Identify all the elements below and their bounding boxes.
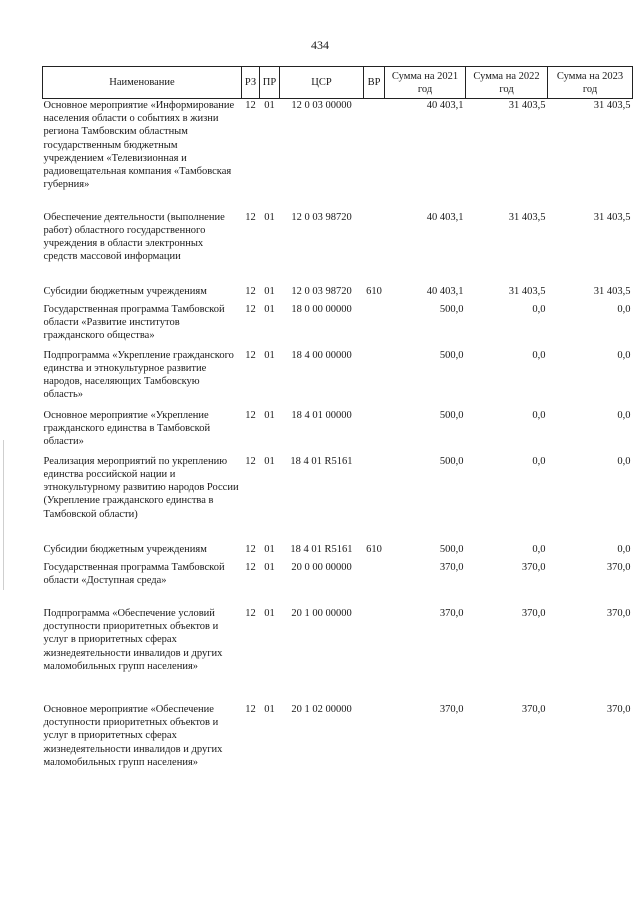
row-sum-2023: 370,0 (606, 607, 631, 619)
row-vr: 610 (366, 543, 382, 555)
row-sum-2021: 500,0 (439, 303, 464, 315)
table-row (43, 349, 633, 409)
row-csr: 18 0 00 00000 (291, 303, 352, 315)
row-name: Субсидии бюджетным учреждениям (43, 543, 207, 555)
row-pr: 01 (264, 607, 275, 619)
row-vr (364, 703, 385, 799)
row-csr: 20 1 02 00000 (291, 703, 352, 715)
row-rz: 12 (245, 409, 256, 421)
row-vr (364, 349, 385, 409)
page-number: 434 (311, 38, 329, 52)
header-pr: ПР (260, 67, 280, 99)
row-csr: 20 0 00 00000 (291, 561, 352, 573)
row-csr: 18 4 01 R5161 (290, 543, 353, 555)
row-name: Государственная программа Тамбовской области «Доступная среда» (43, 561, 225, 587)
row-sum-2022: 370,0 (521, 703, 546, 715)
table-row (43, 99, 633, 211)
table-header-row (43, 67, 633, 99)
table-row (43, 303, 633, 349)
row-pr: 01 (264, 409, 275, 421)
row-sum-2022: 31 403,5 (508, 285, 546, 297)
row-sum-2023: 31 403,5 (593, 100, 631, 111)
table-row (43, 409, 633, 455)
row-sum-2022: 370,0 (521, 561, 546, 573)
row-sum-2023: 31 403,5 (593, 285, 631, 297)
row-vr (364, 211, 385, 285)
row-sum-2022: 0,0 (532, 349, 546, 361)
row-csr: 12 0 03 98720 (291, 285, 352, 297)
row-pr: 01 (264, 703, 275, 715)
row-pr: 01 (264, 561, 275, 573)
row-sum-2023: 0,0 (617, 349, 631, 361)
row-sum-2021: 370,0 (439, 703, 464, 715)
row-sum-2023: 370,0 (606, 561, 631, 573)
row-vr: 610 (366, 285, 382, 297)
row-sum-2021: 500,0 (439, 409, 464, 421)
row-rz: 12 (245, 561, 256, 573)
row-pr: 01 (264, 211, 275, 223)
row-rz: 12 (245, 543, 256, 555)
row-name: Основное мероприятие «Информирование населения области о событиях в жизни региона Тамбовским областным государственным бюджетным учреждением «Телевизионная и радиовещательная компания «Тамбовская губерния» (43, 100, 235, 191)
row-rz: 12 (245, 100, 256, 111)
row-sum-2022: 0,0 (532, 303, 546, 315)
table-row (43, 703, 633, 799)
row-name: Обеспечение деятельности (выполнение работ) областного государственного учреждения в области электронных средств массовой информации (43, 211, 225, 263)
table-row (43, 285, 633, 303)
row-name: Основное мероприятие «Укрепление гражданского единства в Тамбовской области» (43, 409, 211, 448)
row-sum-2022: 0,0 (532, 543, 546, 555)
row-vr (364, 455, 385, 543)
header-name: Наименование (43, 67, 242, 99)
row-csr: 20 1 00 00000 (291, 607, 352, 619)
row-sum-2022: 31 403,5 (508, 211, 546, 223)
row-sum-2023: 0,0 (617, 409, 631, 421)
row-sum-2021: 370,0 (439, 561, 464, 573)
header-rz: РЗ (242, 67, 260, 99)
row-csr: 18 4 00 00000 (291, 349, 352, 361)
row-pr: 01 (264, 455, 275, 467)
row-pr: 01 (264, 285, 275, 297)
row-sum-2021: 500,0 (439, 455, 464, 467)
row-sum-2021: 40 403,1 (426, 100, 464, 111)
row-pr: 01 (264, 543, 275, 555)
row-csr: 12 0 03 98720 (291, 211, 352, 223)
row-sum-2023: 0,0 (617, 543, 631, 555)
header-vr: ВР (364, 67, 385, 99)
row-name: Подпрограмма «Укрепление гражданского единства и этнокультурное развитие народов, населяющих Тамбовскую область» (43, 349, 234, 401)
row-vr (364, 99, 385, 211)
row-rz: 12 (245, 285, 256, 297)
row-pr: 01 (264, 349, 275, 361)
row-pr: 01 (264, 100, 275, 111)
table-row (43, 455, 633, 543)
table-row (43, 607, 633, 703)
scan-edge-line (3, 440, 4, 590)
row-vr (364, 409, 385, 455)
row-csr: 12 0 03 00000 (291, 100, 352, 111)
header-sum-2022: Сумма на 2022 год (466, 67, 548, 99)
row-vr (364, 303, 385, 349)
table-row (43, 561, 633, 607)
row-vr (364, 607, 385, 703)
row-sum-2021: 500,0 (439, 543, 464, 555)
header-sum-2023: Сумма на 2023 год (548, 67, 633, 99)
row-sum-2023: 0,0 (617, 455, 631, 467)
row-sum-2022: 370,0 (521, 607, 546, 619)
budget-table-container (42, 66, 632, 799)
row-rz: 12 (245, 455, 256, 467)
row-csr: 18 4 01 00000 (291, 409, 352, 421)
row-vr (364, 561, 385, 607)
row-pr: 01 (264, 303, 275, 315)
row-name: Государственная программа Тамбовской области «Развитие институтов гражданского общества» (43, 303, 225, 342)
row-sum-2023: 31 403,5 (593, 211, 631, 223)
row-rz: 12 (245, 211, 256, 223)
row-csr: 18 4 01 R5161 (290, 455, 353, 467)
row-name: Основное мероприятие «Обеспечение доступности приоритетных объектов и услуг в приоритетных сферах жизнедеятельности инвалидов и других маломобильных групп населения» (43, 703, 223, 768)
row-rz: 12 (245, 703, 256, 715)
row-sum-2023: 370,0 (606, 703, 631, 715)
row-name: Реализация мероприятий по укреплению единства российской нации и этнокультурному развитию народов России (Укрепление гражданского единства в Тамбовской области) (43, 455, 239, 520)
row-name: Подпрограмма «Обеспечение условий доступности приоритетных объектов и услуг в приоритетных сферах жизнедеятельности инвалидов и других маломобильных групп населения» (43, 607, 223, 672)
row-rz: 12 (245, 349, 256, 361)
row-sum-2022: 0,0 (532, 409, 546, 421)
row-sum-2021: 500,0 (439, 349, 464, 361)
row-rz: 12 (245, 303, 256, 315)
row-sum-2021: 370,0 (439, 607, 464, 619)
budget-table (42, 66, 633, 799)
row-sum-2021: 40 403,1 (426, 211, 464, 223)
table-row (43, 543, 633, 561)
row-sum-2022: 31 403,5 (508, 100, 546, 111)
row-sum-2021: 40 403,1 (426, 285, 464, 297)
row-rz: 12 (245, 607, 256, 619)
header-csr: ЦСР (280, 67, 364, 99)
table-row (43, 211, 633, 285)
row-name: Субсидии бюджетным учреждениям (43, 285, 207, 297)
header-sum-2021: Сумма на 2021 год (385, 67, 466, 99)
row-sum-2022: 0,0 (532, 455, 546, 467)
row-sum-2023: 0,0 (617, 303, 631, 315)
